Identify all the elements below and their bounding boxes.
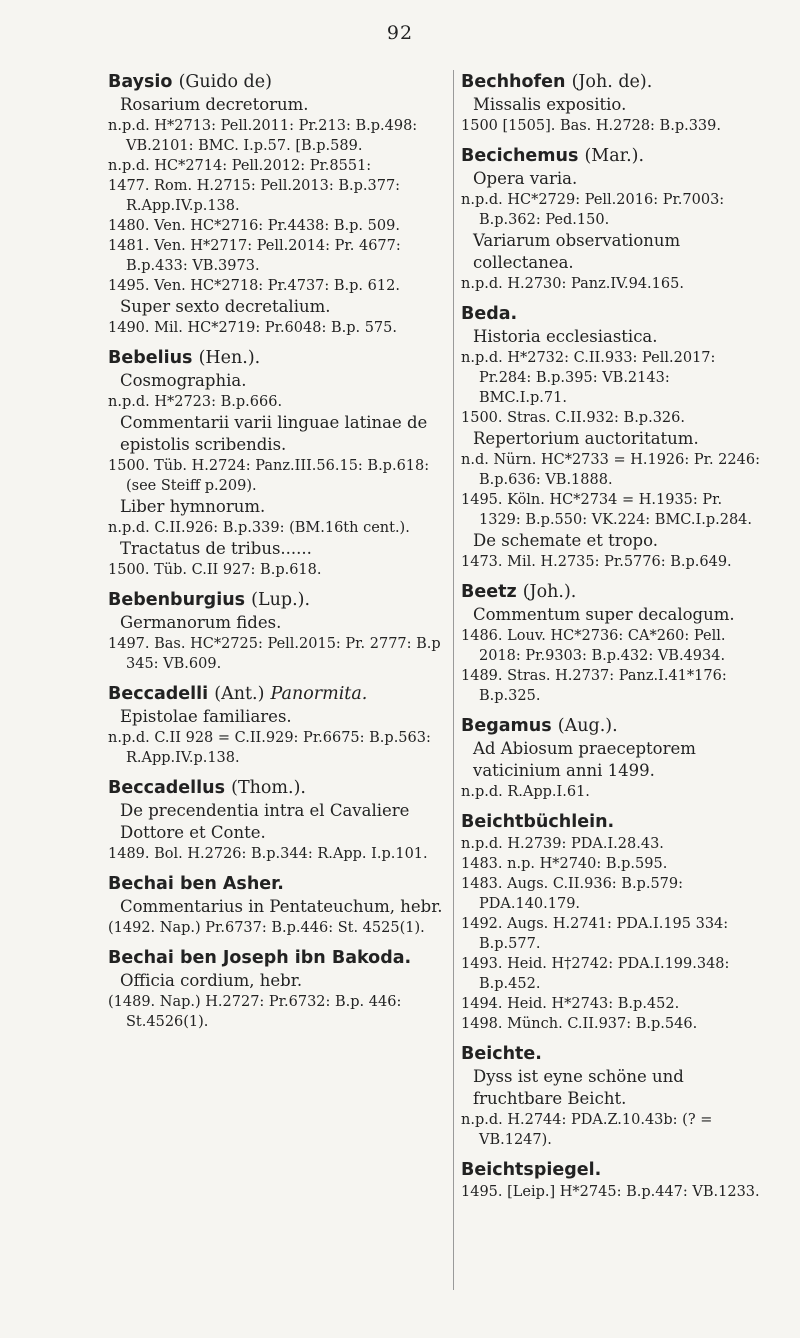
entry-heading <box>108 346 458 370</box>
entry-heading <box>108 776 458 800</box>
author-forename: (Ant.) <box>214 684 265 704</box>
work-title: Officia cordium, hebr. <box>120 971 303 990</box>
edition-line: 1480. Ven. HC*2716: Pr.4438: B.p. 509. <box>108 218 400 234</box>
entry-heading <box>461 302 761 326</box>
entry-heading <box>461 1158 761 1182</box>
work-title: Dyss ist eyne schöne und fruchtbare Beicht. <box>473 1067 684 1108</box>
edition-line: 1489. Bol. H.2726: B.p.344: R.App. I.p.101. <box>108 846 428 862</box>
edition-line: (1489. Nap.) H.2727: Pr.6732: B.p. 446: St.4526(1). <box>108 994 402 1030</box>
work-title: Cosmographia. <box>120 371 247 390</box>
entry-heading <box>461 144 761 168</box>
author-forename: (Hen.). <box>198 348 261 368</box>
index-entry <box>461 580 761 706</box>
author-forename: (Joh. de). <box>571 72 653 92</box>
index-entry <box>108 346 458 580</box>
author-forename: (Lup.). <box>251 590 311 610</box>
work-title: Commentum super decalogum. <box>473 605 735 624</box>
work-title: Commentarius in Pentateuchum, hebr. <box>120 897 443 916</box>
edition-line: n.p.d. H*2723: B.p.666. <box>108 394 283 410</box>
author-forename: (Thom.). <box>231 778 306 798</box>
author-name: Beichtbüchlein. <box>461 812 615 832</box>
author-name: Bechai ben Joseph ibn Bakoda. <box>108 948 412 968</box>
author-name: Becichemus <box>461 146 579 166</box>
edition-line: 1495. Köln. HC*2734 = H.1935: Pr. 1329: B.p.550: VK.224: BMC.I.p.284. <box>461 492 753 528</box>
edition-line: 1500. Tüb. H.2724: Panz.III.56.15: B.p.618: (see Steiff p.209). <box>108 458 430 494</box>
index-entry <box>461 70 761 136</box>
work-title: Rosarium decretorum. <box>120 95 309 114</box>
edition-line: n.p.d. H.2730: Panz.IV.94.165. <box>461 276 684 292</box>
work-title: Tractatus de tribus...... <box>120 539 312 558</box>
entry-heading <box>461 714 761 738</box>
author-name: Bebenburgius <box>108 590 246 610</box>
work-title: Repertorium auctoritatum. <box>473 429 699 448</box>
edition-line: 1500 [1505]. Bas. H.2728: B.p.339. <box>461 118 721 134</box>
author-forename: (Mar.). <box>584 146 645 166</box>
index-entry <box>461 810 761 1034</box>
work-title: Variarum observationum collectanea. <box>473 231 681 272</box>
edition-line: 1483. n.p. H*2740: B.p.595. <box>461 856 668 872</box>
edition-line: n.p.d. HC*2714: Pell.2012: Pr.8551: <box>108 158 372 174</box>
page-number: 92 <box>386 22 414 44</box>
work-title: Super sexto decretalium. <box>120 297 331 316</box>
edition-line: 1498. Münch. C.II.937: B.p.546. <box>461 1016 698 1032</box>
entry-heading <box>461 1042 761 1066</box>
entry-heading <box>108 70 458 94</box>
work-title: Commentarii varii linguae latinae de epistolis scribendis. <box>120 413 428 454</box>
edition-line: n.p.d. C.II 928 = C.II.929: Pr.6675: B.p.563: R.App.IV.p.138. <box>108 730 431 766</box>
author-name: Beda. <box>461 304 518 324</box>
edition-line: n.p.d. H*2732: C.II.933: Pell.2017: Pr.284: B.p.395: VB.2143: BMC.I.p.71. <box>461 350 716 406</box>
edition-line: 1500. Tüb. C.II 927: B.p.618. <box>108 562 322 578</box>
index-entry <box>108 776 458 864</box>
index-entry <box>461 144 761 294</box>
right-column <box>461 62 761 1202</box>
index-entry <box>461 1042 761 1150</box>
index-entry <box>108 682 458 768</box>
index-entry <box>461 714 761 802</box>
work-title: Germanorum fides. <box>120 613 282 632</box>
entry-heading <box>461 580 761 604</box>
author-name: Beichte. <box>461 1044 542 1064</box>
entry-heading <box>461 70 761 94</box>
index-entry <box>461 302 761 572</box>
edition-line: n.p.d. H.2739: PDA.I.28.43. <box>461 836 664 852</box>
edition-line: 1477. Rom. H.2715: Pell.2013: B.p.377: R.App.IV.p.138. <box>108 178 401 214</box>
entry-heading <box>461 810 761 834</box>
edition-line: n.p.d. C.II.926: B.p.339: (BM.16th cent.). <box>108 520 410 536</box>
edition-line: 1473. Mil. H.2735: Pr.5776: B.p.649. <box>461 554 732 570</box>
edition-line: n.p.d. HC*2729: Pell.2016: Pr.7003: B.p.362: Ped.150. <box>461 192 725 228</box>
edition-line: 1494. Heid. H*2743: B.p.452. <box>461 996 680 1012</box>
entry-heading <box>108 872 458 896</box>
left-column <box>108 62 458 1032</box>
edition-line: n.p.d. H.2744: PDA.Z.10.43b: (? = VB.1247). <box>461 1112 713 1148</box>
author-name: Bechai ben Asher. <box>108 874 284 894</box>
work-title: Missalis expositio. <box>473 95 627 114</box>
work-title: Opera varia. <box>473 169 578 188</box>
author-name: Beetz <box>461 582 517 602</box>
author-name: Begamus <box>461 716 552 736</box>
work-title: Ad Abiosum praeceptorem vaticinium anni 1499. <box>473 739 696 780</box>
author-name: Beccadellus <box>108 778 226 798</box>
work-title: De precendentia intra el Cavaliere Dottore et Conte. <box>120 801 410 842</box>
edition-line: (1492. Nap.) Pr.6737: B.p.446: St. 4525(1). <box>108 920 425 936</box>
work-title: Historia ecclesiastica. <box>473 327 658 346</box>
work-title: De schemate et tropo. <box>473 531 659 550</box>
edition-line: n.p.d. R.App.I.61. <box>461 784 590 800</box>
edition-line: 1493. Heid. H†2742: PDA.I.199.348: B.p.452. <box>461 956 730 992</box>
author-forename: (Guido de) <box>178 72 272 92</box>
index-entry <box>461 1158 761 1202</box>
edition-line: n.d. Nürn. HC*2733 = H.1926: Pr. 2246: B.p.636: VB.1888. <box>461 452 760 488</box>
author-name: Beichtspiegel. <box>461 1160 602 1180</box>
edition-line: 1492. Augs. H.2741: PDA.I.195 334: B.p.577. <box>461 916 729 952</box>
work-title: Liber hymnorum. <box>120 497 266 516</box>
edition-line: 1489. Stras. H.2737: Panz.I.41*176: B.p.325. <box>461 668 727 704</box>
author-forename: (Joh.). <box>522 582 577 602</box>
edition-line: 1490. Mil. HC*2719: Pr.6048: B.p. 575. <box>108 320 397 336</box>
edition-line: n.p.d. H*2713: Pell.2011: Pr.213: B.p.498: VB.2101: BMC. I.p.57. [B.p.589. <box>108 118 418 154</box>
edition-line: 1497. Bas. HC*2725: Pell.2015: Pr. 2777: B.p 345: VB.609. <box>108 636 441 672</box>
index-entry <box>108 588 458 674</box>
index-entry <box>108 946 458 1032</box>
entry-heading <box>108 946 458 970</box>
edition-line: 1481. Ven. H*2717: Pell.2014: Pr. 4677: B.p.433: VB.3973. <box>108 238 401 274</box>
author-name: Baysio <box>108 72 173 92</box>
author-epithet: Panormita. <box>270 684 368 704</box>
edition-line: 1486. Louv. HC*2736: CA*260: Pell. 2018: Pr.9303: B.p.432: VB.4934. <box>461 628 726 664</box>
author-name: Bebelius <box>108 348 193 368</box>
entry-heading <box>108 588 458 612</box>
index-entry <box>108 70 458 338</box>
edition-line: 1500. Stras. C.II.932: B.p.326. <box>461 410 685 426</box>
edition-line: 1495. Ven. HC*2718: Pr.4737: B.p. 612. <box>108 278 400 294</box>
entry-heading <box>108 682 458 706</box>
work-title: Epistolae familiares. <box>120 707 292 726</box>
edition-line: 1483. Augs. C.II.936: B.p.579: PDA.140.179. <box>461 876 684 912</box>
author-name: Beccadelli <box>108 684 209 704</box>
index-entry <box>108 872 458 938</box>
edition-line: 1495. [Leip.] H*2745: B.p.447: VB.1233. <box>461 1184 760 1200</box>
author-forename: (Aug.). <box>557 716 618 736</box>
author-name: Bechhofen <box>461 72 566 92</box>
